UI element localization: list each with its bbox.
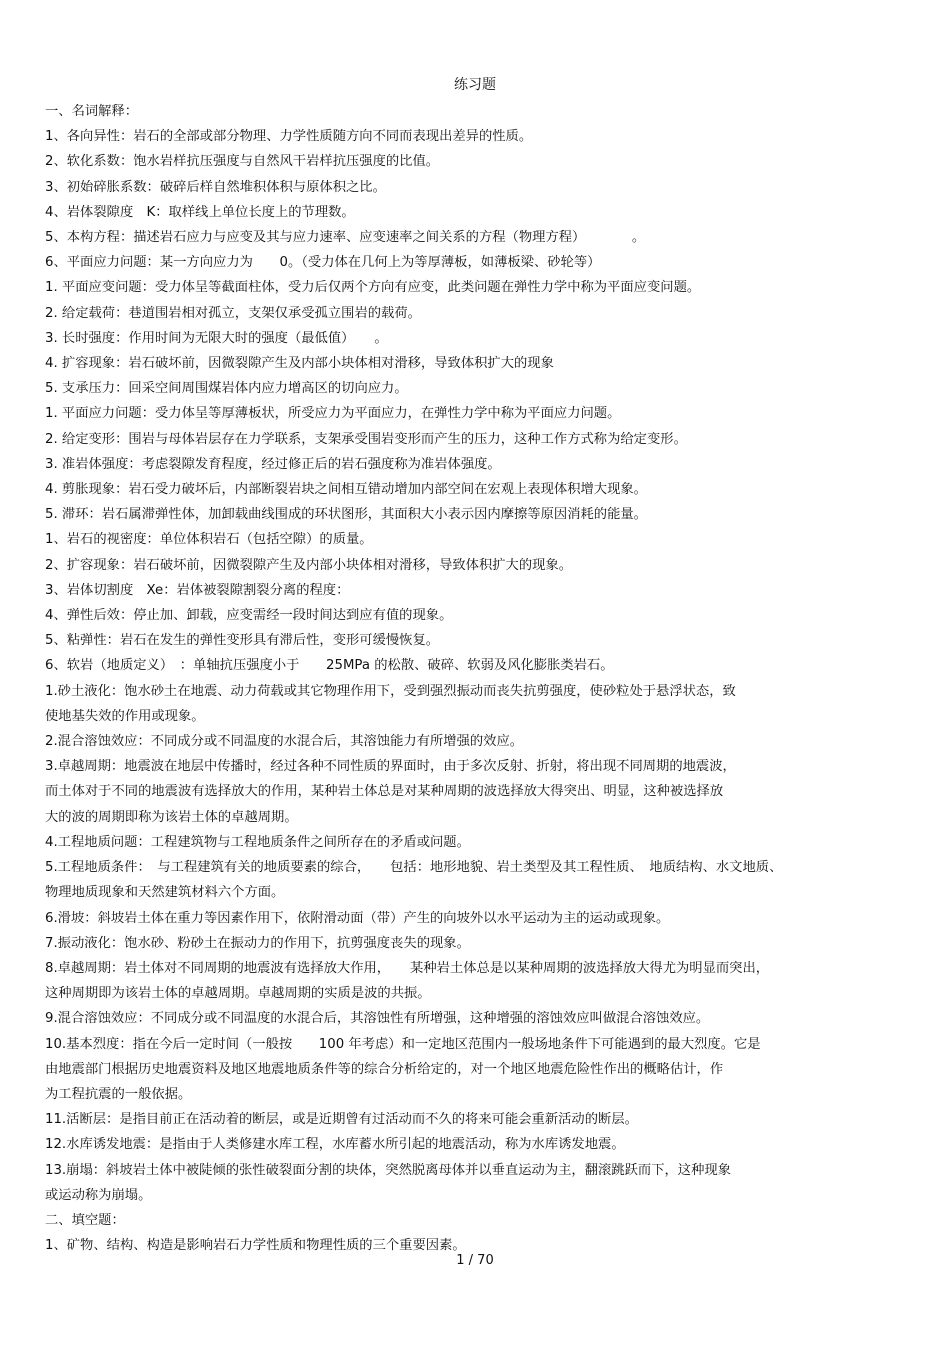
text-line: 11.活断层：是指目前正在活动着的断层，或是近期曾有过活动而不久的将来可能会重新活动的断层。	[45, 1112, 638, 1128]
text-line: 3、初始碎胀系数：破碎后样自然堆积体积与原体积之比。	[45, 179, 386, 195]
page-number: 1 / 70	[456, 1253, 494, 1268]
text-line: 5、本构方程：描述岩石应力与应变及其与应力速率、应变速率之间关系的方程（物理方程） 。	[45, 230, 646, 246]
text-line: 1、岩石的视密度：单位体积岩石（包括空隙）的质量。	[45, 532, 373, 548]
text-line: 5. 滞环：岩石属滞弹性体，加卸载曲线围成的环状图形，其面积大小表示因内摩擦等原因消耗的能量。	[45, 507, 647, 523]
text-line: 12.水库诱发地震：是指由于人类修建水库工程，水库蓄水所引起的地震活动，称为水库诱发地震。	[45, 1137, 625, 1153]
text-line: 物理地质现象和天然建筑材料六个方面。	[45, 885, 285, 901]
text-line: 4. 扩容现象：岩石破坏前，因微裂隙产生及内部小块体相对滑移，导致体积扩大的现象	[45, 356, 554, 372]
text-line: 1.砂土液化：饱水砂土在地震、动力荷载或其它物理作用下，受到强烈振动而丧失抗剪强度，使砂粒处于悬浮状态，致	[45, 683, 736, 699]
text-line: 13.崩塌：斜坡岩土体中被陡倾的张性破裂面分割的块体，突然脱离母体并以垂直运动为主，翻滚跳跃而下，这种现象	[45, 1162, 731, 1178]
text-line: 5. 支承压力：回采空间周围煤岩体内应力增高区的切向应力。	[45, 381, 408, 397]
text-line: 为工程抗震的一般依据。	[45, 1086, 192, 1102]
text-line: 2. 给定载荷：巷道围岩相对孤立，支架仅承受孤立围岩的载荷。	[45, 305, 421, 321]
text-line: 3.卓越周期：地震波在地层中传播时，经过各种不同性质的界面时，由于多次反射、折射，将出现不同周期的地震波，	[45, 759, 736, 775]
text-line: 2、软化系数：饱水岩样抗压强度与自然风干岩样抗压强度的比值。	[45, 154, 440, 170]
text-line: 或运动称为崩塌。	[45, 1187, 152, 1203]
text-line: 6、软岩（地质定义） ：单轴抗压强度小于 25MPa 的松散、破碎、软弱及风化膨胀类岩石。	[45, 658, 614, 674]
text-line: 3、岩体切割度 Xe：岩体被裂隙割裂分离的程度：	[45, 582, 350, 598]
text-line: 5、粘弹性：岩石在发生的弹性变形具有滞后性，变形可缓慢恢复。	[45, 633, 440, 649]
text-line: 5.工程地质条件： 与工程建筑有关的地质要素的综合， 包括：地形地貌、岩土类型及其工程性质、 地质结构、水文地质、	[45, 860, 783, 876]
text-line: 4、岩体裂隙度 K：取样线上单位长度上的节理数。	[45, 204, 355, 220]
text-line: 这种周期即为该岩土体的卓越周期。卓越周期的实质是波的共振。	[45, 986, 431, 1002]
text-line: 1、矿物、结构、构造是影响岩石力学性质和物理性质的三个重要因素。	[45, 1238, 466, 1254]
text-line: 9.混合溶蚀效应：不同成分或不同温度的水混合后，其溶蚀性有所增强，这种增强的溶蚀效应叫做混合溶蚀效应。	[45, 1011, 710, 1027]
text-line: 由地震部门根据历史地震资料及地区地震地质条件等的综合分析给定的，对一个地区地震危险性作出的概略估计，作	[45, 1061, 724, 1077]
text-line: 大的波的周期即称为该岩土体的卓越周期。	[45, 809, 298, 825]
text-line: 1. 平面应力问题：受力体呈等厚薄板状，所受应力为平面应力，在弹性力学中称为平面应力问题。	[45, 406, 621, 422]
text-line: 3. 准岩体强度：考虑裂隙发育程度，经过修正后的岩石强度称为准岩体强度。	[45, 456, 501, 472]
text-line: 2.混合溶蚀效应：不同成分或不同温度的水混合后，其溶蚀能力有所增强的效应。	[45, 734, 524, 750]
document-body	[45, 99, 915, 1258]
text-line: 3. 长时强度：作用时间为无限大时的强度（最低值） 。	[45, 330, 388, 346]
text-line: 1、各向异性：岩石的全部或部分物理、力学性质随方向不同而表现出差异的性质。	[45, 129, 533, 145]
text-line: 10.基本烈度：指在今后一定时间（一般按 100 年考虑）和一定地区范围内一般场地条件下可能遇到的最大烈度。它是	[45, 1036, 761, 1052]
text-line: 4.工程地质问题：工程建筑物与工程地质条件之间所存在的矛盾或问题。	[45, 834, 470, 850]
text-line: 8.卓越周期：岩土体对不同周期的地震波有选择放大作用， 某种岩土体总是以某种周期的波选择放大得尤为明显而突出，	[45, 960, 770, 976]
text-line: 一、名词解释：	[45, 104, 139, 119]
text-line: 2、扩容现象：岩石破坏前，因微裂隙产生及内部小块体相对滑移，导致体积扩大的现象。	[45, 557, 573, 573]
text-line: 6、平面应力问题：某一方向应力为 0。（受力体在几何上为等厚薄板，如薄板梁、砂轮等）	[45, 255, 601, 271]
text-line: 使地基失效的作用或现象。	[45, 708, 205, 724]
page-title: 练习题	[454, 77, 496, 93]
text-line: 而土体对于不同的地震波有选择放大的作用，某种岩土体总是对某种周期的波选择放大得突出、明显，这种被选择放	[45, 784, 724, 800]
text-line: 7.振动液化：饱水砂、粉砂土在振动力的作用下，抗剪强度丧失的现象。	[45, 935, 470, 951]
text-line: 4. 剪胀现象：岩石受力破坏后，内部断裂岩块之间相互错动增加内部空间在宏观上表现体积增大现象。	[45, 482, 647, 498]
text-line: 4、弹性后效：停止加、卸载，应变需经一段时间达到应有值的现象。	[45, 608, 453, 624]
text-line: 6.滑坡：斜坡岩土体在重力等因素作用下，依附滑动面（带）产生的向坡外以水平运动为主的运动或现象。	[45, 910, 670, 926]
text-line: 二、填空题：	[45, 1212, 125, 1228]
text-line: 2. 给定变形：围岩与母体岩层存在力学联系，支架承受围岩变形而产生的压力，这种工作方式称为给定变形。	[45, 431, 687, 447]
text-line: 1. 平面应变问题：受力体呈等截面柱体，受力后仅两个方向有应变，此类问题在弹性力学中称为平面应变问题。	[45, 280, 701, 296]
